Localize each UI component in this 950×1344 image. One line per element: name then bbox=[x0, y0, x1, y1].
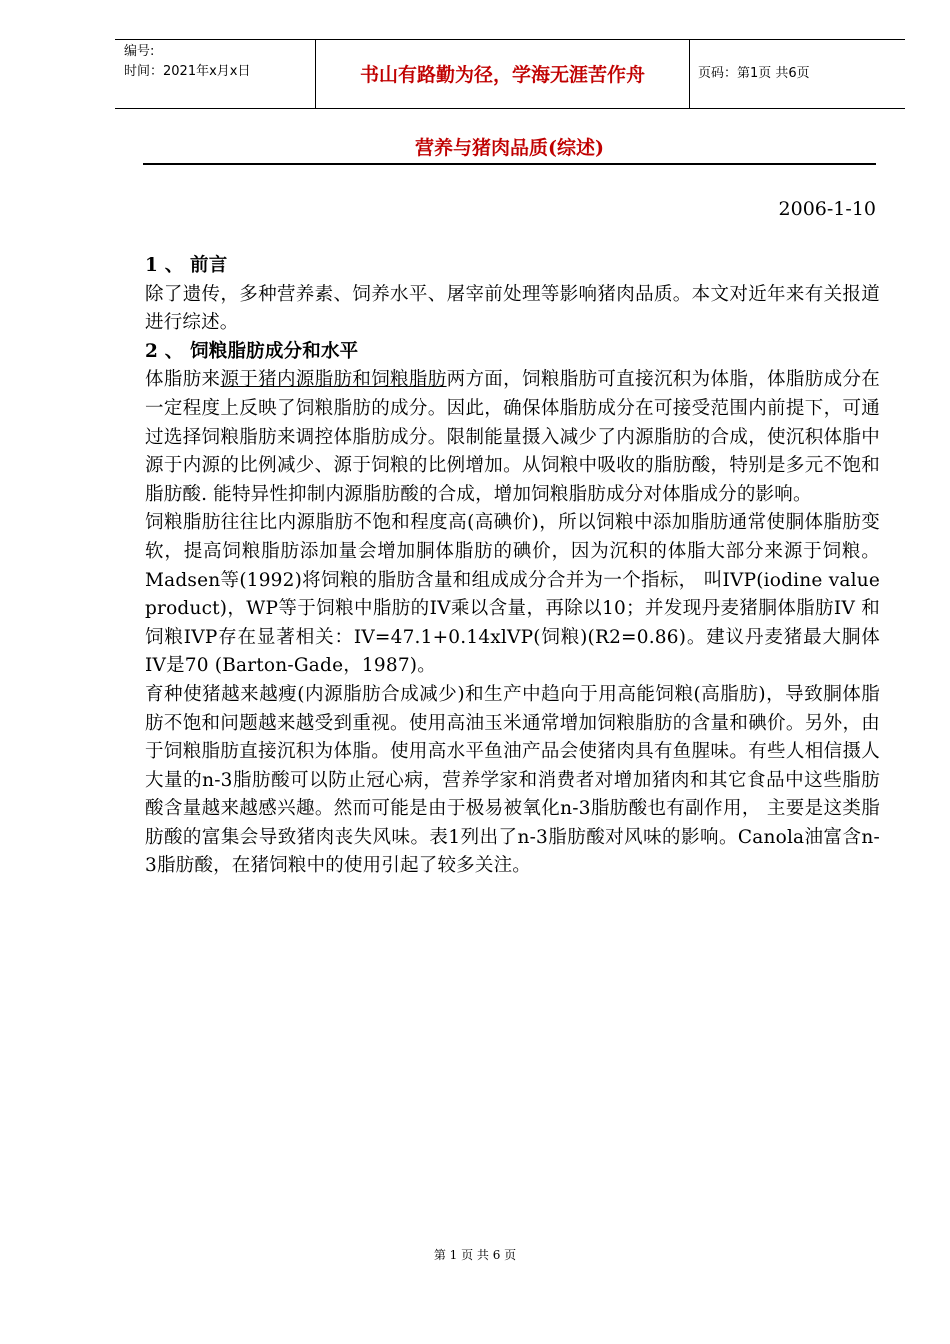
paragraph-iodine-value: 饲粮脂肪往往比内源脂肪不饱和程度高(高碘价)，所以饲粮中添加脂肪通常使胴体脂肪变软，提高饲粮脂肪添加量会增加胴体脂肪的碘价，因为沉积的体脂大部分来源于饲粮。Madsen等(1992)将饲粮的脂肪含量和组成成分合并为一个指标， 叫IVP(iodine value product)，WP等于饲粮中脂肪的IV乘以含量，再除以10；并发现丹麦猪胴体脂肪IV 和饲粮IVP存在显著相关：IV=47.1+0.14xlVP(饲粮)(R2=0.86)。建议丹麦猪最大胴体IV是70 (Barton-Gade，1987)。 bbox=[145, 512, 880, 677]
document-body bbox=[145, 252, 880, 881]
number-label: 编号: bbox=[124, 44, 155, 59]
section-heading-2: 2 、 饲粮脂肪成分和水平 bbox=[145, 340, 359, 362]
page-code: 页码：第1页 共6页 bbox=[698, 66, 810, 81]
header-motto-cell bbox=[316, 40, 690, 108]
header-info-cell bbox=[115, 40, 316, 108]
title-divider bbox=[143, 163, 876, 165]
header-table bbox=[115, 39, 905, 109]
paragraph-fat-sources-rest: 两方面，饲粮脂肪可直接沉积为体脂，体脂肪成分在一定程度上反映了饲粮脂肪的成分。因此，确保体脂肪成分在可接受范围内前提下，可通过选择饲粮脂肪来调控体脂肪成分。限制能量摄入减少了内源脂肪的合成，使沉积体脂中源于内源的比例减少、源于饲粮的比例增加。从饲粮中吸收的脂肪酸，特别是多元不饱和脂肪酸. 能特异性抑制内源脂肪酸的合成，增加饲粮脂肪成分对体脂成分的影响。 bbox=[145, 369, 880, 505]
section-heading-1: 1 、 前言 bbox=[145, 255, 228, 276]
time-label: 时间：2021年x月x日 bbox=[124, 64, 251, 79]
paragraph-fat-sources-start: 体脂肪来 bbox=[145, 369, 221, 391]
motto-text: 书山有路勤为径，学海无涯苦作舟 bbox=[359, 64, 645, 86]
underlined-phrase: 源于猪内源脂肪和饲粮脂肪 bbox=[220, 369, 447, 391]
document-title: 营养与猪肉品质(综述) bbox=[415, 137, 604, 159]
paragraph-fat-sources bbox=[145, 366, 880, 509]
document-date: 2006-1-10 bbox=[778, 198, 876, 220]
paragraph-n3-fatty-acids: 育种使猪越来越瘦(内源脂肪合成减少)和生产中趋向于用高能饲粮(高脂肪)，导致胴体脂肪不饱和问题越来越受到重视。使用高油玉米通常增加饲粮脂肪的含量和碘价。另外，由于饲粮脂肪直接沉积为体脂。使用高水平鱼油产品会使猪肉具有鱼腥味。有些人相信摄人大量的n-3脂肪酸可以防止冠心病，营养学家和消费者对增加猪肉和其它食品中这些脂肪酸含量越来越感兴趣。然而可能是由于极易被氧化n-3脂肪酸也有副作用， 主要是这类脂肪酸的富集会导致猪肉丧失风味。表1列出了n-3脂肪酸对风味的影响。Canola油富含n-3脂肪酸，在猪饲粮中的使用引起了较多关注。 bbox=[145, 683, 880, 877]
page-footer: 第 1 页 共 6 页 bbox=[433, 1248, 517, 1262]
paragraph-intro: 除了遗传，多种营养素、饲养水平、屠宰前处理等影响猪肉品质。本文对近年来有关报道进行综述。 bbox=[145, 283, 880, 334]
header-page-cell bbox=[690, 40, 905, 108]
